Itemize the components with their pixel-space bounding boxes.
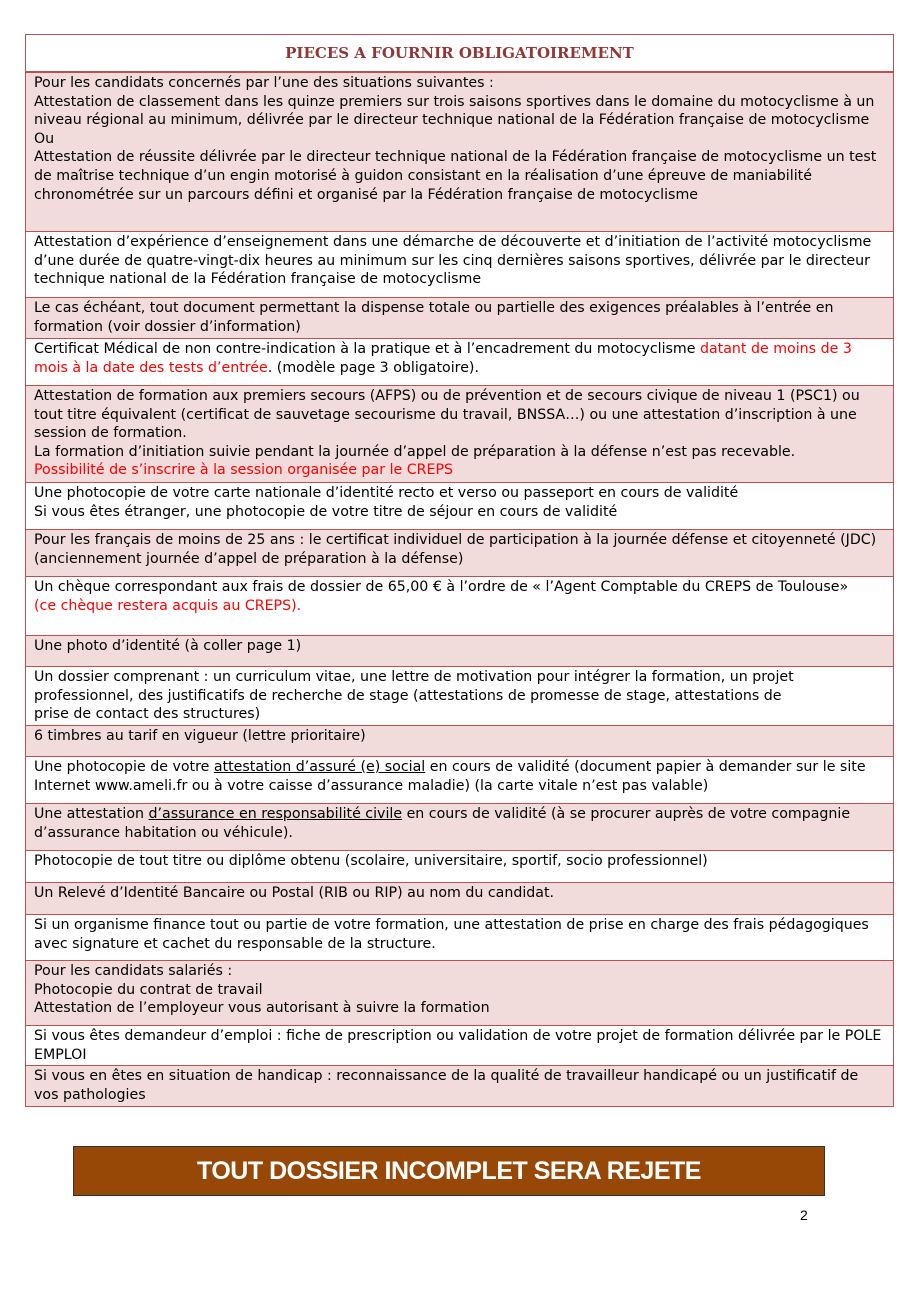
row-cell [26,915,894,961]
row-text: Pour les français de moins de 25 ans : le certificat individuel de participation à la journée défense et citoyenneté (JDC) (anciennement journée d’appel de préparation à la défense) [34,532,877,567]
row-text-after: . (modèle page 3 obligatoire). [267,359,479,376]
row-red-text: Possibilité de s’inscrire à la session organisée par le CREPS [34,462,454,479]
row-cell [26,636,894,667]
table-row [26,530,894,577]
table-row [26,339,894,386]
row-text: Si un organisme finance tout ou partie de votre formation, une attestation de prise en charge des frais pédagogiques avec signature et cachet du responsable de la structure. [34,917,869,952]
required-documents-table [25,34,894,1107]
row-cell [26,851,894,883]
table-row [26,636,894,667]
row-underlined-text: d’assurance en responsabilité civile [148,806,403,822]
row-text: en cours de validité (à se procurer auprès de votre compagnie d’assurance habitation ou véhicule). [34,806,851,841]
row-cell [26,577,894,636]
table-row [26,851,894,883]
row-text: 6 timbres au tarif en vigueur (lettre prioritaire) [34,728,366,744]
table-row [26,757,894,804]
row-text: Si vous êtes demandeur d’emploi : fiche de prescription ou validation de votre projet de formation délivrée par le POLE EMPLOI [34,1028,882,1063]
table-title: PIECES A FOURNIR OBLIGATOIREMENT [26,35,894,73]
table-row [26,726,894,757]
row-text: Un dossier comprenant : un curriculum vitae, une lettre de motivation pour intégrer la formation, un projet professionnel, des justificatifs de recherche de stage (attestations de promesse de stage, attestations de prise de contact des structures) [34,669,794,723]
table-row [26,804,894,851]
row-cell [26,883,894,915]
table-row [26,1026,894,1066]
row-underlined-text: attestation d’assuré (e) social [213,759,426,775]
row-cell [26,1066,894,1107]
row-cell [26,72,894,232]
table-row [26,298,894,339]
table-row [26,915,894,961]
row-cell [26,804,894,851]
row-text: Une photo d’identité (à coller page 1) [34,638,302,654]
table-row [26,72,894,232]
banner-text: TOUT DOSSIER INCOMPLET SERA REJETE [197,1156,701,1185]
row-cell [26,667,894,726]
row-cell [26,757,894,804]
row-text: Le cas échéant, tout document permettant la dispense totale ou partielle des exigences préalables à l’entrée en formation (voir dossier d’information) [34,300,834,335]
table-row [26,667,894,726]
table-row [26,483,894,530]
row-text-before: Une photocopie de votre [34,759,214,775]
row-text: Certificat Médical de non contre-indication à la pratique et à l’encadrement du motocyclisme [34,341,700,357]
row-red-text: datant de moins de 3 mois à la date des tests d’entrée [34,341,852,376]
row-cell [26,483,894,530]
row-cell [26,961,894,1026]
row-text: en cours de validité (document papier à demander sur le site Internet www.ameli.fr ou à votre caisse d’assurance maladie) (la carte vitale n’est pas valable) [34,759,866,794]
table-row [26,577,894,636]
row-text: Une photocopie de votre carte nationale d’identité recto et verso ou passeport en cours de validité Si vous êtes étranger, une photocopie de votre titre de séjour en cours de validité [34,485,739,520]
table-row [26,1066,894,1107]
row-cell [26,298,894,339]
table-row [26,386,894,483]
row-text: Photocopie de tout titre ou diplôme obtenu (scolaire, universitaire, sportif, socio professionnel) [34,853,708,869]
table-row [26,232,894,298]
row-cell [26,530,894,577]
table-row [26,961,894,1026]
page-number: 2 [800,1207,808,1223]
row-text: Si vous en êtes en situation de handicap : reconnaissance de la qualité de travailleur handicapé ou un justificatif de vos pathologies [34,1068,859,1103]
table-row [26,883,894,915]
table-title-row [26,35,894,73]
row-text: Attestation d’expérience d’enseignement dans une démarche de découverte et d’initiation de l’activité motocyclisme d’une durée de quatre-vingt-dix heures au minimum sur les cinq dernières saisons sportives, délivrée par le directeur technique national de la Fédération française de motocyclisme [34,234,872,288]
row-cell [26,232,894,298]
row-text-before: Une attestation [34,806,149,822]
row-red-text: (ce chèque restera acquis au CREPS). [34,597,302,614]
incomplete-file-banner [73,1146,825,1196]
row-cell [26,1026,894,1066]
row-text: Attestation de formation aux premiers secours (AFPS) ou de prévention et de secours civique de niveau 1 (PSC1) ou tout titre équivalent (certificat de sauvetage secourisme du travail, BNSSA…) ou une attestation d’inscription à une session de formation. La formation d’initiation suivie pendant la journée d’appel de préparation à la défense n’est pas recevable. [34,388,860,460]
row-text: Pour les candidats salariés : Photocopie du contrat de travail Attestation de l’employeur vous autorisant à suivre la formation [34,963,490,1017]
row-cell [26,726,894,757]
row-text: Pour les candidats concernés par l’une des situations suivantes : Attestation de classement dans les quinze premiers sur trois saisons sportives dans le domaine du motocyclisme à un niveau régional au minimum, délivrée par le directeur technique national de la Fédération française de motocyclisme Ou Attestation de réussite délivrée par le directeur technique national de la Fédération française de motocyclisme un test de maîtrise technique d’un engin motorisé à guidon consistant en la réalisation d’une épreuve de maniabilité chronométrée sur un parcours défini et organisé par la Fédération française de motocyclisme [34,75,877,203]
row-text: Un chèque correspondant aux frais de dossier de 65,00 € à l’ordre de « l’Agent Comptable du CREPS de Toulouse» [34,579,849,595]
row-cell [26,386,894,483]
row-cell [26,339,894,386]
row-text: Un Relevé d’Identité Bancaire ou Postal (RIB ou RIP) au nom du candidat. [34,885,555,901]
